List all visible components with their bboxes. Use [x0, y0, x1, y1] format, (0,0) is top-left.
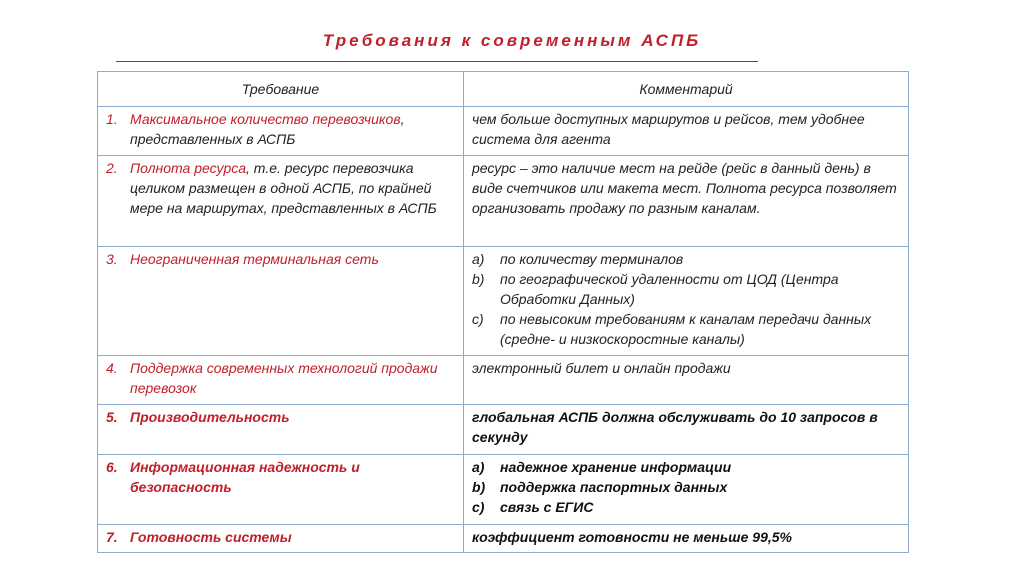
requirement-cell	[98, 107, 464, 156]
header-requirement: Требование	[98, 72, 464, 107]
list-item-text: поддержка паспортных данных	[500, 479, 728, 495]
requirement-text: Полнота ресурса	[130, 160, 247, 176]
requirement-cell	[98, 356, 464, 405]
list-marker: c)	[472, 311, 484, 327]
comment-cell	[464, 107, 909, 156]
table-row	[98, 525, 909, 553]
row-number: 3.	[106, 251, 118, 267]
requirements-table	[97, 71, 909, 553]
list-item	[472, 457, 900, 477]
comment-text: коэффициент готовности не меньше 99,5%	[472, 529, 792, 545]
requirement-cell	[98, 525, 464, 553]
list-item-text: по невысоким требованиям к каналам передачи данных (средне- и низкоскоростные каналы)	[500, 311, 872, 347]
requirement-text: Неограниченная терминальная сеть	[130, 251, 379, 267]
requirement-text: Производительность	[130, 409, 290, 425]
list-item	[472, 269, 900, 309]
comment-cell	[464, 525, 909, 553]
list-item-text: по географической удаленности от ЦОД (Центра Обработки Данных)	[500, 271, 839, 307]
list-marker: b)	[472, 479, 486, 495]
requirement-text: Максимальное количество перевозчиков	[130, 111, 401, 127]
list-item-text: надежное хранение информации	[500, 459, 732, 475]
requirement-cell	[98, 247, 464, 356]
comment-cell	[464, 356, 909, 405]
requirement-rest: , т.е. ресурс перевозчика целиком размещен в одной АСПБ, по крайней мере на маршрутах, представленных в АСПБ	[130, 160, 437, 216]
table-row	[98, 156, 909, 247]
list-item-text: связь с ЕГИС	[500, 499, 594, 515]
requirement-text: Готовность системы	[130, 529, 292, 545]
comment-list	[472, 249, 900, 349]
list-marker: a)	[472, 251, 485, 267]
list-item	[472, 249, 900, 269]
requirement-cell	[98, 405, 464, 455]
comment-cell	[464, 156, 909, 247]
comment-text: глобальная АСПБ должна обслуживать до 10 запросов в секунду	[472, 409, 878, 445]
comment-list	[472, 457, 900, 517]
comment-text: чем больше доступных маршрутов и рейсов, тем удобнее система для агента	[472, 111, 865, 147]
comment-cell	[464, 247, 909, 356]
row-number: 5.	[106, 409, 118, 425]
list-marker: b)	[472, 271, 485, 287]
list-item	[472, 477, 900, 497]
row-number: 2.	[106, 160, 118, 176]
comment-text: электронный билет и онлайн продажи	[472, 360, 731, 376]
requirement-text: Информационная надежность и безопасность	[130, 459, 360, 495]
table-header-row	[98, 72, 909, 107]
list-marker: a)	[472, 459, 485, 475]
list-item-text: по количеству терминалов	[500, 251, 684, 267]
title-underline	[116, 61, 758, 62]
requirement-cell	[98, 455, 464, 525]
comment-cell	[464, 405, 909, 455]
list-marker: c)	[472, 499, 485, 515]
row-number: 6.	[106, 459, 118, 475]
row-number: 4.	[106, 360, 118, 376]
table-row	[98, 356, 909, 405]
requirement-text: Поддержка современных технологий продажи перевозок	[130, 360, 438, 396]
list-item	[472, 309, 900, 349]
comment-cell	[464, 455, 909, 525]
requirement-rest: , представленных в АСПБ	[130, 111, 405, 147]
row-number: 7.	[106, 529, 118, 545]
comment-text: ресурс – это наличие мест на рейде (рейс в данный день) в виде счетчиков или макета мест. Полнота ресурса позволяет организовать продажу по разным каналам.	[472, 160, 897, 216]
list-item	[472, 497, 900, 517]
header-comment: Комментарий	[464, 72, 909, 107]
table-row	[98, 455, 909, 525]
row-number: 1.	[106, 111, 118, 127]
slide-title: Требования к современным АСПБ	[322, 31, 702, 50]
table-row	[98, 107, 909, 156]
table-row	[98, 247, 909, 356]
requirement-cell	[98, 156, 464, 247]
table-row	[98, 405, 909, 455]
